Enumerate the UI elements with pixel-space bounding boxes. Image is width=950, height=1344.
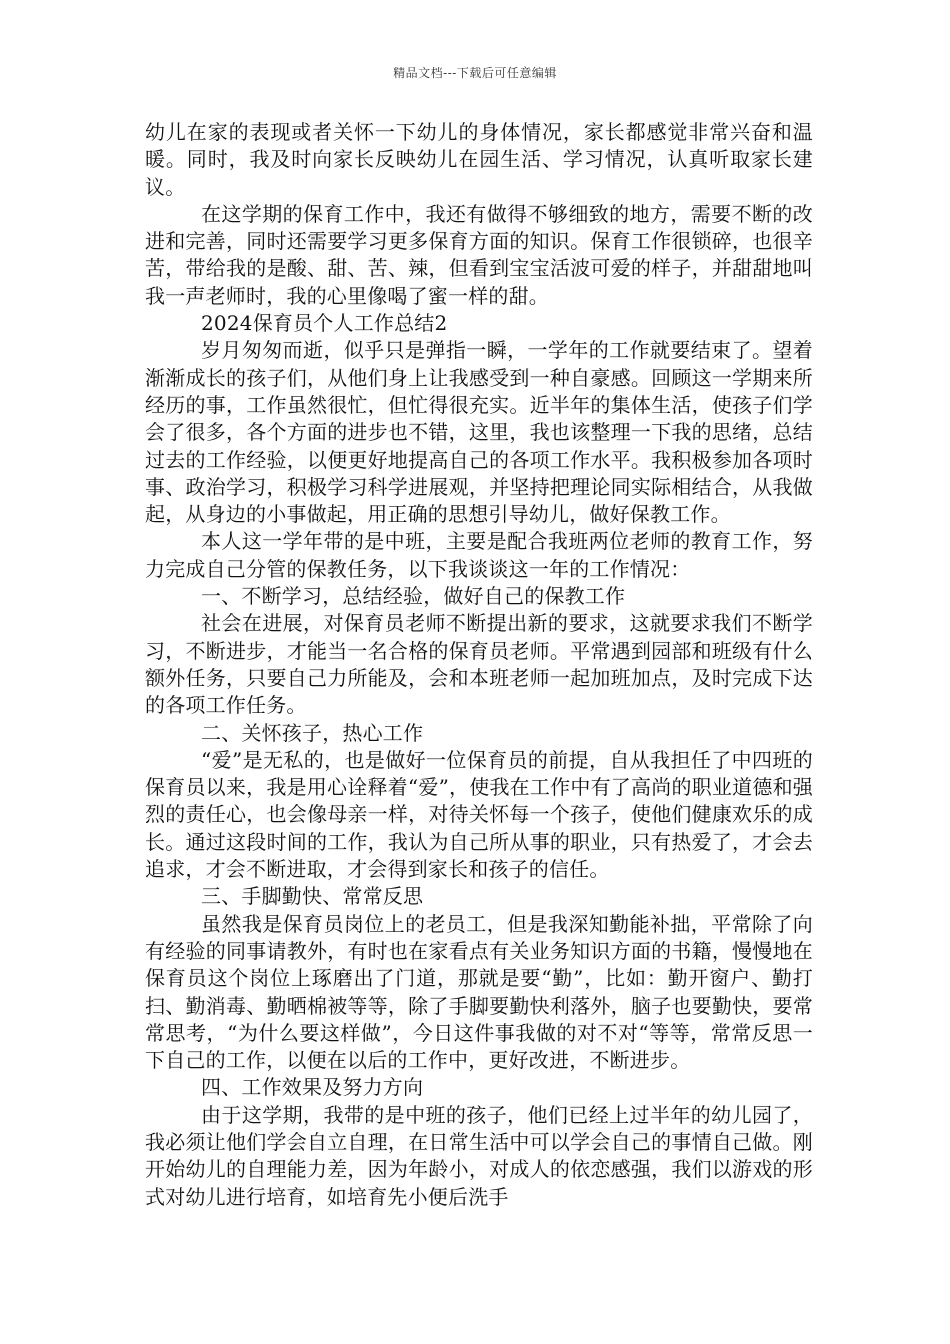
page-header: 精品文档---下载后可任意编辑	[393, 66, 557, 80]
section-heading: 四、工作效果及努力方向	[201, 1075, 424, 1100]
document-body	[145, 119, 813, 1211]
section-heading: 三、手脚勤快、常常反思	[201, 884, 424, 909]
paragraph: 岁月匆匆而逝，似乎只是弹指一瞬，一学年的工作就要结束了。望着渐渐成长的孩子们，从他们身上让我感受到一种自豪感。回顾这一学期来所经历的事，工作虽然很忙，但忙得很充实。近半年的集体生活，使孩子们学会了很多，各个方面的进步也不错，这里，我也该整理一下我的思绪，总结过去的工作经验，以便更好地提高自己的各项工作水平。我积极参加各项时事、政治学习，积极学习科学进展观，并坚持把理论同实际相结合，从我做起，从身边的小事做起，用正确的思想引导幼儿，做好保教工作。	[145, 338, 813, 527]
paragraph: 虽然我是保育员岗位上的老员工，但是我深知勤能补拙，平常除了向有经验的同事请教外，有时也在家看点有关业务知识方面的书籍，慢慢地在保育员这个岗位上琢磨出了门道，那就是要“勤”，比如：勤开窗户、勤打扫、勤消毒、勤晒棉被等等，除了手脚要勤快利落外，脑子也要勤快，要常常思考，“为什么要这样做”，今日这件事我做的对不对“等等，常常反思一下自己的工作，以便在以后的工作中，更好改进，不断进步。	[145, 911, 813, 1073]
paragraph: 由于这学期，我带的是中班的孩子，他们已经上过半年的幼儿园了，我必须让他们学会自立自理，在日常生活中可以学会自己的事情自己做。刚开始幼儿的自理能力差，因为年龄小，对成人的依恋感强，我们以游戏的形式对幼儿进行培育，如培育先小便后洗手	[145, 1102, 813, 1209]
paragraph: 在这学期的保育工作中，我还有做得不够细致的地方，需要不断的改进和完善，同时还需要学习更多保育方面的知识。保育工作很锁碎，也很辛苦，带给我的是酸、甜、苦、辣，但看到宝宝活波可爱的样子，并甜甜地叫我一声老师时，我的心里像喝了蜜一样的甜。	[145, 201, 813, 308]
paragraph: 本人这一学年带的是中班，主要是配合我班两位老师的教育工作，努力完成自己分管的保教任务，以下我谈谈这一年的工作情况：	[145, 529, 813, 581]
section-title: 2024保育员个人工作总结2	[201, 311, 448, 336]
paragraph: 幼儿在家的表现或者关怀一下幼儿的身体情况，家长都感觉非常兴奋和温暖。同时，我及时向家长反映幼儿在园生活、学习情况，认真听取家长建议。	[145, 120, 813, 199]
paragraph: “爱”是无私的，也是做好一位保育员的前提，自从我担任了中四班的保育员以来，我是用心诠释着“爱”，使我在工作中有了高尚的职业道德和强烈的责任心，也会像母亲一样，对待关怀每一个孩子，使他们健康欢乐的成长。通过这段时间的工作，我认为自己所从事的职业，只有热爱了，才会去追求，才会不断进取，才会得到家长和孩子的信任。	[145, 747, 813, 882]
paragraph: 社会在进展，对保育员老师不断提出新的要求，这就要求我们不断学习，不断进步，才能当一名合格的保育员老师。平常遇到园部和班级有什么额外任务，只要自己力所能及，会和本班老师一起加班加点，及时完成下达的各项工作任务。	[145, 611, 813, 718]
section-heading: 二、关怀孩子，热心工作	[201, 720, 424, 745]
section-heading: 一、不断学习，总结经验，做好自己的保教工作	[201, 584, 626, 609]
